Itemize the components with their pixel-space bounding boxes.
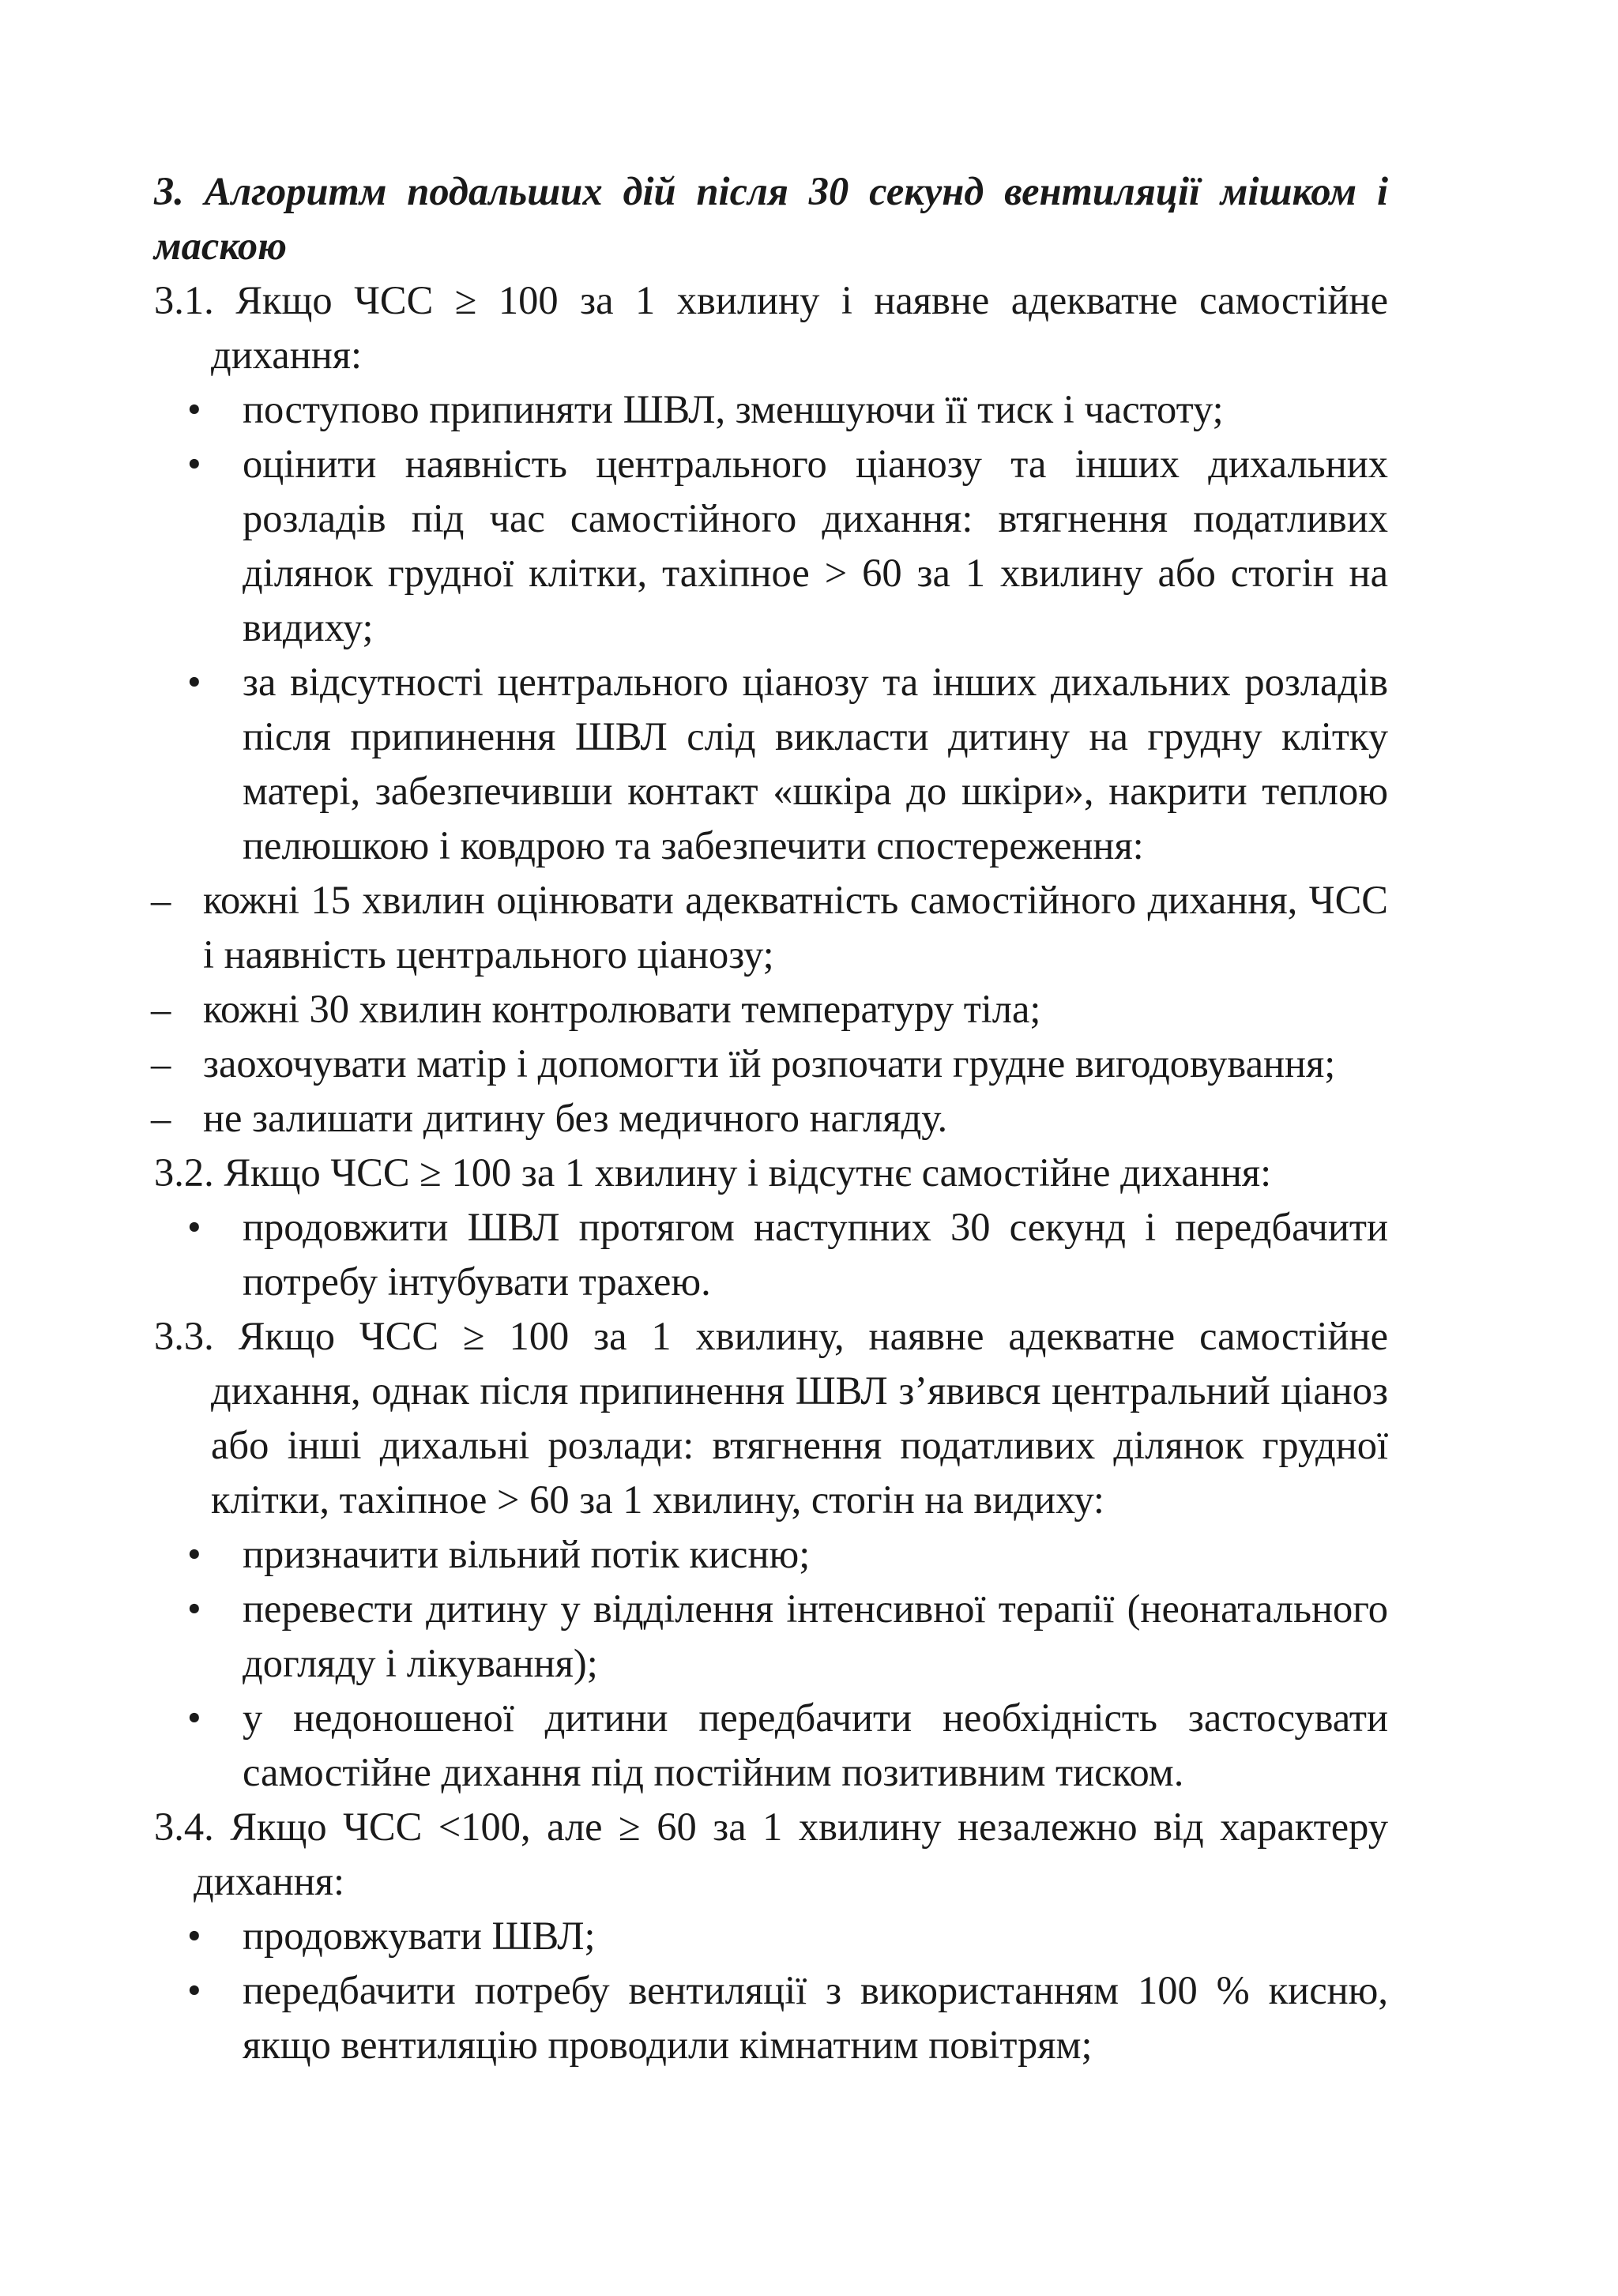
dash-marker: – [151, 987, 171, 1031]
bullet-text: оцінити наявність центрального ціанозу та інших дихальних розладів під час самостійного дихання: втягнення податливих ділянок грудної клітки, тахіпное > 60 за 1 хвилину або стогін на видиху; [243, 442, 1388, 649]
bullet-marker: • [187, 1532, 201, 1576]
item-3-1: 3.1. Якщо ЧСС ≥ 100 за 1 хвилину і наявне адекватне самостійне дихання: [154, 278, 1388, 377]
bullet-marker: • [187, 1586, 201, 1631]
bullet-text: передбачити потребу вентиляції з використанням 100 % кисню, якщо вентиляцію проводили кімнатним повітрям; [243, 1968, 1388, 2067]
bullet-item [154, 1200, 1388, 1309]
bullet-item [154, 1909, 1388, 1963]
item-3-1-dash-list [151, 873, 1388, 1146]
dash-item [151, 982, 1388, 1037]
bullet-text: у недоношеної дитини передбачити необхідність застосувати самостійне дихання під постійним позитивним тиском. [243, 1696, 1388, 1794]
bullet-marker: • [187, 1696, 201, 1740]
item-3-3-bullets [154, 1527, 1388, 1800]
bullet-marker: • [187, 1914, 201, 1958]
dash-marker: – [151, 1096, 171, 1140]
bullet-marker: • [187, 660, 201, 704]
dash-marker: – [151, 878, 171, 922]
item-3-4: 3.4. Якщо ЧСС <100, але ≥ 60 за 1 хвилину незалежно від характеру дихання: [154, 1805, 1388, 1903]
bullet-item [154, 1963, 1388, 2072]
bullet-marker: • [187, 442, 201, 486]
dash-text: кожні 30 хвилин контролювати температуру тіла; [203, 987, 1041, 1031]
bullet-item [154, 382, 1388, 437]
bullet-text: продовжити ШВЛ протягом наступних 30 секунд і передбачити потребу інтубувати трахею. [243, 1205, 1388, 1304]
dash-item [151, 1091, 1388, 1146]
dash-item [151, 873, 1388, 982]
dash-item [151, 1037, 1388, 1091]
item-3-2: 3.2. Якщо ЧСС ≥ 100 за 1 хвилину і відсутнє самостійне дихання: [154, 1150, 1272, 1195]
dash-marker: – [151, 1041, 171, 1086]
dash-text: заохочувати матір і допомогти їй розпочати грудне вигодовування; [203, 1041, 1336, 1086]
item-3-3: 3.3. Якщо ЧСС ≥ 100 за 1 хвилину, наявне адекватне самостійне дихання, однак після припинення ШВЛ з’явився центральний ціаноз або інші дихальні розлади: втягнення податливих ділянок грудної клітки, тахіпное > 60 за 1 хвилину, стогін на видиху: [154, 1314, 1388, 1522]
bullet-text: поступово припиняти ШВЛ, зменшуючи її тиск і частоту; [243, 387, 1224, 431]
section-heading: 3. Алгоритм подальших дій після 30 секунд вентиляції мішком і маскою [154, 169, 1388, 268]
document-page [151, 164, 1388, 2072]
bullet-item [154, 1691, 1388, 1800]
dash-text: кожні 15 хвилин оцінювати адекватність самостійного дихання, ЧСС і наявність центрального ціанозу; [203, 878, 1388, 977]
bullet-marker: • [187, 1968, 201, 2012]
item-3-4-bullets [154, 1909, 1388, 2072]
bullet-marker: • [187, 387, 201, 431]
bullet-marker: • [187, 1205, 201, 1249]
bullet-text: за відсутності центрального ціанозу та інших дихальних розладів після припинення ШВЛ слід викласти дитину на грудну клітку матері, забезпечивши контакт «шкіра до шкіри», накрити теплою пелюшкою і ковдрою та забезпечити спостереження: [243, 660, 1388, 868]
bullet-text: перевести дитину у відділення інтенсивної терапії (неонатального догляду і лікування); [243, 1586, 1388, 1685]
item-3-2-bullets [154, 1200, 1388, 1309]
bullet-item [154, 437, 1388, 655]
bullet-item [154, 655, 1388, 873]
bullet-item [154, 1527, 1388, 1582]
item-3-1-bullets [154, 382, 1388, 873]
dash-text: не залишати дитину без медичного нагляду. [203, 1096, 948, 1140]
bullet-item [154, 1582, 1388, 1691]
bullet-text: продовжувати ШВЛ; [243, 1914, 596, 1958]
bullet-text: призначити вільний потік кисню; [243, 1532, 811, 1576]
